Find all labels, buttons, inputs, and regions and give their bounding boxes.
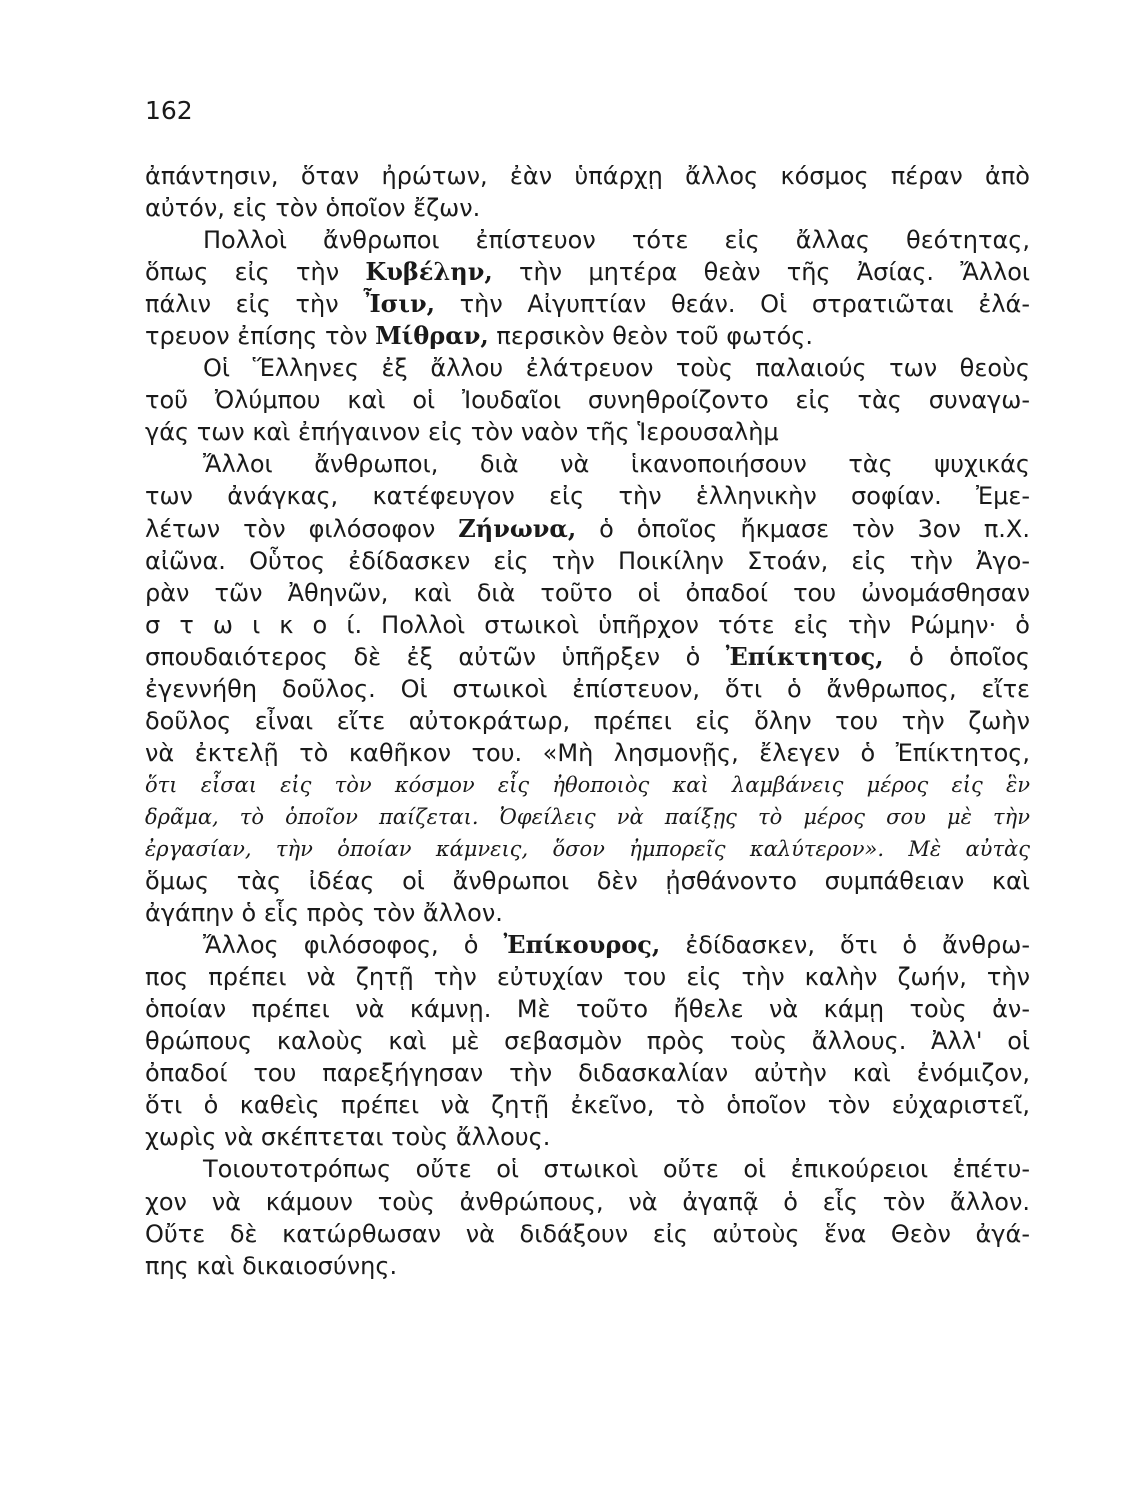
text-run: τρευον ἐπίσης τὸν bbox=[145, 322, 376, 351]
text-line: τοῦ Ὀλύμπου καὶ οἱ Ἰουδαῖοι συνηθροίζοντο εἰς τὰς συναγω- bbox=[145, 386, 1030, 415]
text-line: δοῦλος εἶναι εἴτε αὐτοκράτωρ, πρέπει εἰς ὅλην του τὴν ζωὴν bbox=[145, 706, 1030, 735]
body-text bbox=[145, 160, 1030, 1282]
text-line: νὰ ἐκτελῇ τὸ καθῆκον του. «Μὴ λησμονῇς, ἔλεγεν ὁ Ἐπίκτητος, bbox=[145, 738, 1030, 767]
bold-name: Ζήνωνα, bbox=[458, 513, 577, 543]
text-line: ἐργασίαν, τὴν ὁποίαν κάμνεις, ὅσον ἠμπορεῖς καλύτερον». Μὲ αὐτὰς bbox=[145, 836, 1030, 861]
text-run: σπουδαιότερος δὲ ἐξ αὐτῶν ὑπῆρξεν ὁ bbox=[145, 642, 726, 671]
bold-name: Ἐπίκτητος, bbox=[725, 641, 884, 671]
text-line: ἀγάπην ὁ εἷς πρὸς τὸν ἄλλον. bbox=[145, 899, 503, 928]
text-run: ὁ ὁποῖος ἤκμασε τὸν 3ον π.Χ. bbox=[576, 514, 1030, 543]
text-run: περσικὸν θεὸν τοῦ φωτός. bbox=[488, 322, 814, 351]
text-line bbox=[145, 256, 1030, 288]
text-line: σ τ ω ι κ ο ί. Πολλοὶ στωικοὶ ὑπῆρχον τότε εἰς τὴν Ρώμην· ὁ bbox=[145, 610, 1030, 639]
text-line bbox=[145, 513, 1030, 545]
text-run: τὴν μητέρα θεὰν τῆς Ἀσίας. Ἄλλοι bbox=[492, 258, 1030, 287]
text-run: τὴν Αἰγυπτίαν θεάν. Οἱ στρατιῶται ἐλά- bbox=[434, 290, 1030, 319]
text-line: πης καὶ δικαιοσύνης. bbox=[145, 1251, 398, 1280]
text-line bbox=[145, 320, 1030, 352]
text-line: γάς των καὶ ἐπήγαινον εἰς τὸν ναὸν τῆς Ἱερουσαλὴμ bbox=[145, 418, 779, 447]
text-line bbox=[145, 288, 1030, 320]
text-line: αὐτόν, εἰς τὸν ὁποῖον ἔζων. bbox=[145, 194, 481, 223]
text-line: ὅμως τὰς ἰδέας οἱ ἄνθρωποι δὲν ᾐσθάνοντο συμπάθειαν καὶ bbox=[145, 867, 1030, 896]
text-line: ἐγεννήθη δοῦλος. Οἱ στωικοὶ ἐπίστευον, ὅτι ὁ ἄνθρωπος, εἴτε bbox=[145, 674, 1030, 703]
text-line: ὅτι εἶσαι εἰς τὸν κόσμον εἷς ἠθοποιὸς καὶ λαμβάνεις μέρος εἰς ἓν bbox=[145, 772, 1030, 797]
bold-name: Ἐπίκουρος, bbox=[503, 930, 661, 960]
text-line: αἰῶνα. Οὗτος ἐδίδασκεν εἰς τὴν Ποικίλην Στοάν, εἰς τὴν Ἀγο- bbox=[145, 546, 1030, 575]
text-run: λέτων τὸν φιλόσοφον bbox=[145, 514, 459, 543]
text-line: Ἄλλοι ἄνθρωποι, διὰ νὰ ἱκανοποιήσουν τὰς ψυχικάς bbox=[203, 450, 1030, 479]
text-line: δρᾶμα, τὸ ὁποῖον παίζεται. Ὀφείλεις νὰ παίξῃς τὸ μέρος σου μὲ τὴν bbox=[145, 804, 1030, 829]
text-line bbox=[145, 929, 1030, 961]
text-line: των ἀνάγκας, κατέφευγον εἰς τὴν ἑλληνικὴν σοφίαν. Ἐμε- bbox=[145, 482, 1030, 511]
text-line: θρώπους καλοὺς καὶ μὲ σεβασμὸν πρὸς τοὺς ἄλλους. Ἀλλ' οἱ bbox=[145, 1027, 1030, 1056]
text-line: Πολλοὶ ἄνθρωποι ἐπίστευον τότε εἰς ἄλλας θεότητας, bbox=[203, 226, 1030, 255]
bold-name: Κυβέλην, bbox=[365, 257, 493, 287]
text-line: ρὰν τῶν Ἀθηνῶν, καὶ διὰ τοῦτο οἱ ὀπαδοί του ὠνομάσθησαν bbox=[145, 578, 1030, 607]
text-run: Ἄλλος φιλόσοφος, ὁ bbox=[203, 931, 504, 960]
text-line: ἀπάντησιν, ὅταν ἠρώτων, ἐὰν ὑπάρχῃ ἄλλος κόσμος πέραν ἀπὸ bbox=[145, 162, 1030, 190]
text-line: Οἱ Ἕλληνες ἐξ ἄλλου ἐλάτρευον τοὺς παλαιούς των θεοὺς bbox=[203, 354, 1030, 383]
text-run: πάλιν εἰς τὴν bbox=[145, 290, 364, 319]
text-line: χον νὰ κάμουν τοὺς ἀνθρώπους, νὰ ἀγαπᾷ ὁ εἷς τὸν ἄλλον. bbox=[145, 1187, 1030, 1216]
text-line: ὀπαδοί του παρεξήγησαν τὴν διδασκαλίαν αὐτὴν καὶ ἐνόμιζον, bbox=[145, 1059, 1030, 1088]
text-line bbox=[145, 641, 1030, 673]
text-line: πος πρέπει νὰ ζητῇ τὴν εὐτυχίαν του εἰς τὴν καλὴν ζωήν, τὴν bbox=[145, 963, 1030, 992]
text-run: ἐδίδασκεν, ὅτι ὁ ἄνθρω- bbox=[660, 931, 1030, 960]
text-line: ὁποίαν πρέπει νὰ κάμνῃ. Μὲ τοῦτο ἤθελε νὰ κάμῃ τοὺς ἀν- bbox=[145, 995, 1030, 1024]
page-number: 162 bbox=[145, 96, 193, 125]
bold-name: Ἶσιν, bbox=[363, 289, 435, 319]
text-line: ὅτι ὁ καθεὶς πρέπει νὰ ζητῇ ἐκεῖνο, τὸ ὁποῖον τὸν εὐχαριστεῖ, bbox=[145, 1091, 1030, 1120]
text-line: Οὔτε δὲ κατώρθωσαν νὰ διδάξουν εἰς αὐτοὺς ἕνα Θεὸν ἀγά- bbox=[145, 1219, 1030, 1248]
text-line: Τοιουτοτρόπως οὔτε οἱ στωικοὶ οὔτε οἱ ἐπικούρειοι ἐπέτυ- bbox=[203, 1155, 1030, 1184]
bold-name: Μίθραν, bbox=[375, 321, 489, 351]
text-line: χωρὶς νὰ σκέπτεται τοὺς ἄλλους. bbox=[145, 1123, 551, 1152]
text-run: ὅπως εἰς τὴν bbox=[145, 258, 366, 287]
text-run: ὁ ὁποῖος bbox=[883, 642, 1030, 671]
